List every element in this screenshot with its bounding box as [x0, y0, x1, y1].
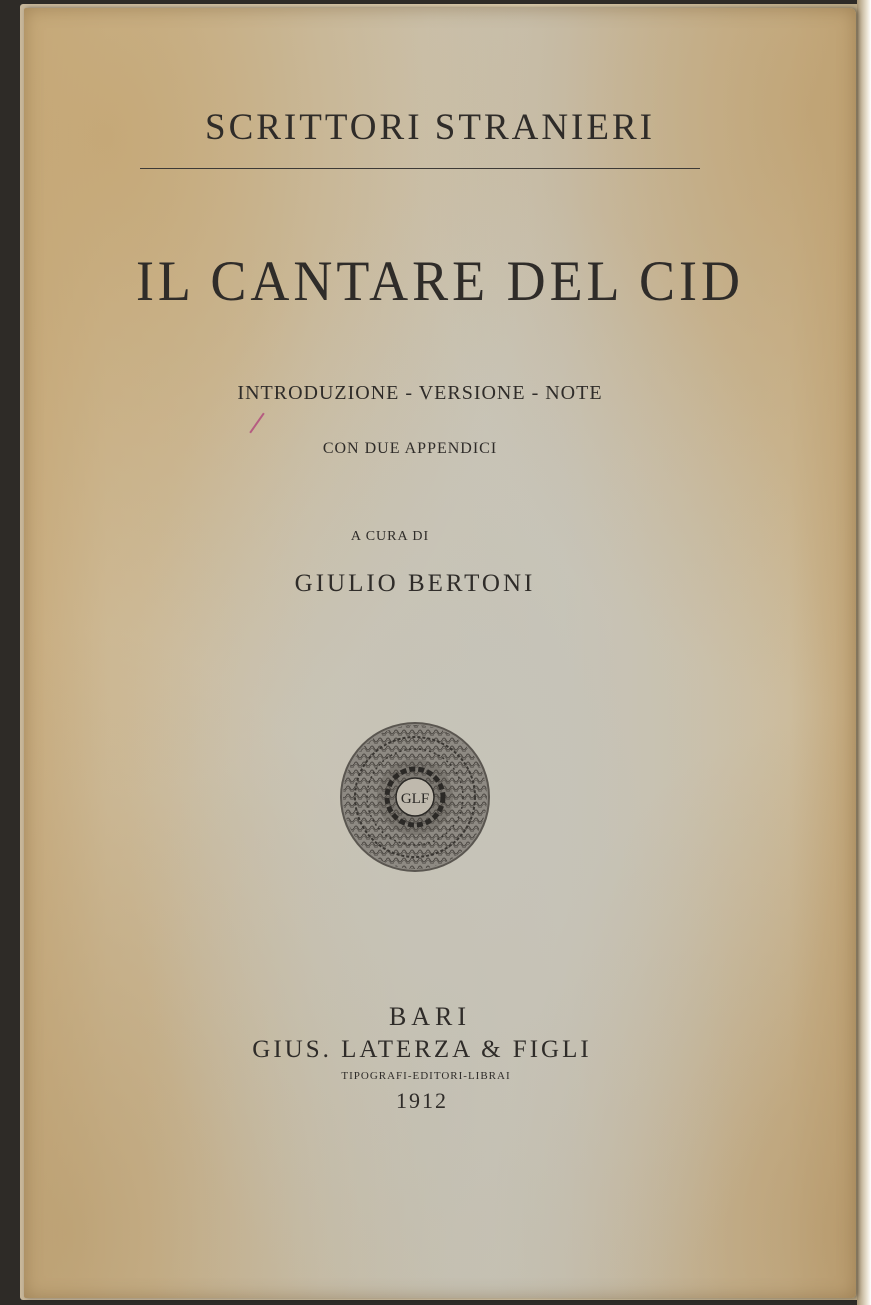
publisher-name: GIUS. LATERZA & FIGLI	[252, 1036, 592, 1063]
author-name: GIULIO BERTONI	[294, 570, 536, 597]
publication-year: 1912	[396, 1088, 448, 1113]
pen-mark	[249, 413, 264, 434]
series-rule	[140, 168, 700, 169]
book-subtitle: INTRODUZIONE - VERSIONE - NOTE	[237, 382, 603, 404]
editor-prefix: A CURA DI	[350, 529, 430, 544]
series-title: SCRITTORI STRANIERI	[205, 107, 655, 148]
appendices-note: CON DUE APPENDICI	[322, 440, 498, 457]
publisher-trade: TIPOGRAFI-EDITORI-LIBRAI	[341, 1070, 511, 1082]
publication-city: BARI	[388, 1002, 472, 1031]
publisher-emblem-icon	[338, 720, 492, 874]
cover-sheet	[24, 8, 856, 1298]
svg-text:GLF: GLF	[400, 791, 430, 807]
book-title: IL CANTARE DEL CID	[135, 249, 745, 313]
page-edge-right	[857, 0, 871, 1305]
